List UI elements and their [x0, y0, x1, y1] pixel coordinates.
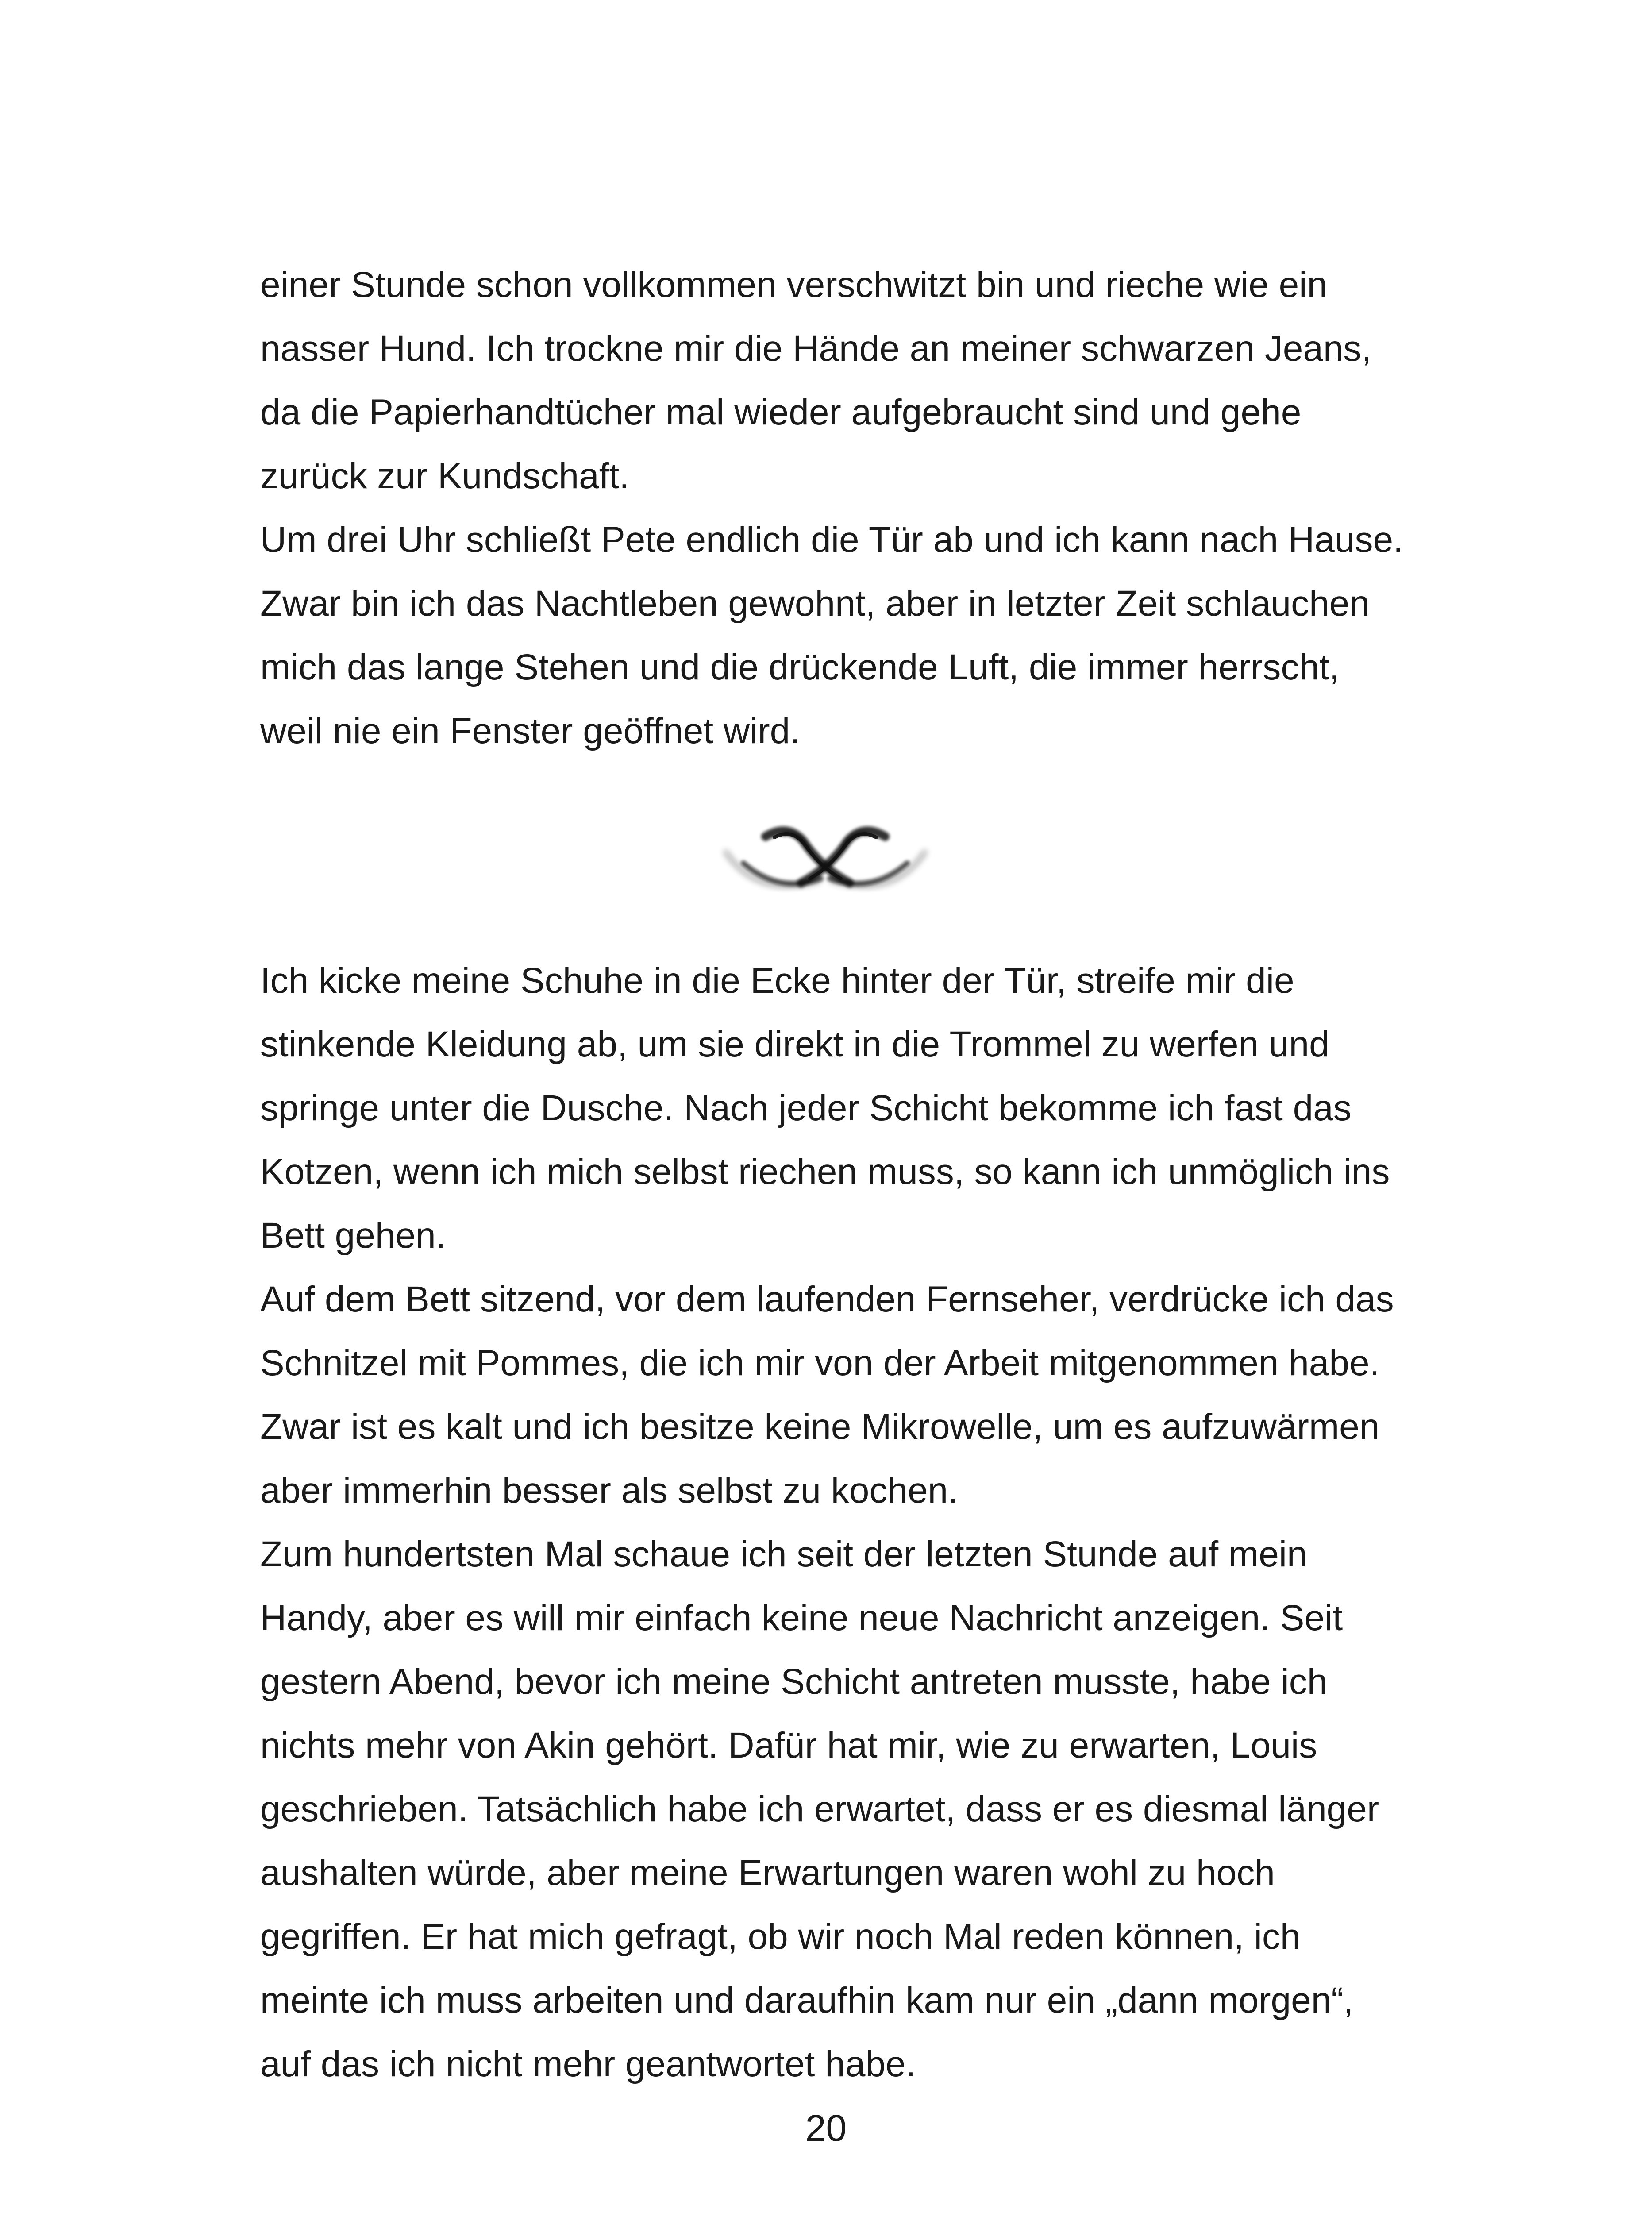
text-section-2: [260, 949, 1411, 2096]
page-number: 20: [805, 2107, 847, 2149]
paragraph: Auf dem Bett sitzend, vor dem laufenden Fernseher, verdrücke ich das Schnitzel mit Pommes, die ich mir von der Arbeit mitgenommen habe. Zwar ist es kalt und ich besitze keine Mikrowelle, um es aufzuwärmen aber immerhin besser als selbst zu kochen.: [260, 1279, 1394, 1511]
paragraph: Zum hundertsten Mal schaue ich seit der letzten Stunde auf mein Handy, aber es will mir einfach keine neue Nachricht anzeigen. Seit gestern Abend, bevor ich meine Schicht antreten musste, habe ich nichts mehr von Akin gehört. Dafür hat mir, wie zu erwarten, Louis geschrieben. Tatsächlich habe ich erwartet, dass er es diesmal länger aushalten würde, aber meine Erwartungen waren wohl zu hoch gegriffen. Er hat mich gefragt, ob wir noch Mal reden können, ich meinte ich muss arbeiten und daraufhin kam nur ein „dann morgen“, auf das ich nicht mehr geantwortet habe.: [260, 1534, 1379, 2084]
paragraph: Ich kicke meine Schuhe in die Ecke hinter der Tür, streife mir die stinkende Kleidung ab, um sie direkt in die Trommel zu werfen und springe unter die Dusche. Nach jeder Schicht bekomme ich fast das Kotzen, wenn ich mich selbst riechen muss, so kann ich unmöglich ins Bett gehen.: [260, 960, 1390, 1256]
paragraph: Um drei Uhr schließt Pete endlich die Tür ab und ich kann nach Hause. Zwar bin ich das Nachtleben gewohnt, aber in letzter Zeit schlauchen mich das lange Stehen und die drückende Luft, die immer herrscht, weil nie ein Fenster geöffnet wird.: [260, 520, 1403, 751]
paragraph: einer Stunde schon vollkommen verschwitzt bin und rieche wie ein nasser Hund. Ich trockne mir die Hände an meiner schwarzen Jeans, da die Papierhandtücher mal wieder aufgebraucht sind und gehe zurück zur Kundschaft.: [260, 265, 1372, 496]
text-section-1: [260, 253, 1411, 763]
flourish-divider-icon: [717, 810, 934, 912]
